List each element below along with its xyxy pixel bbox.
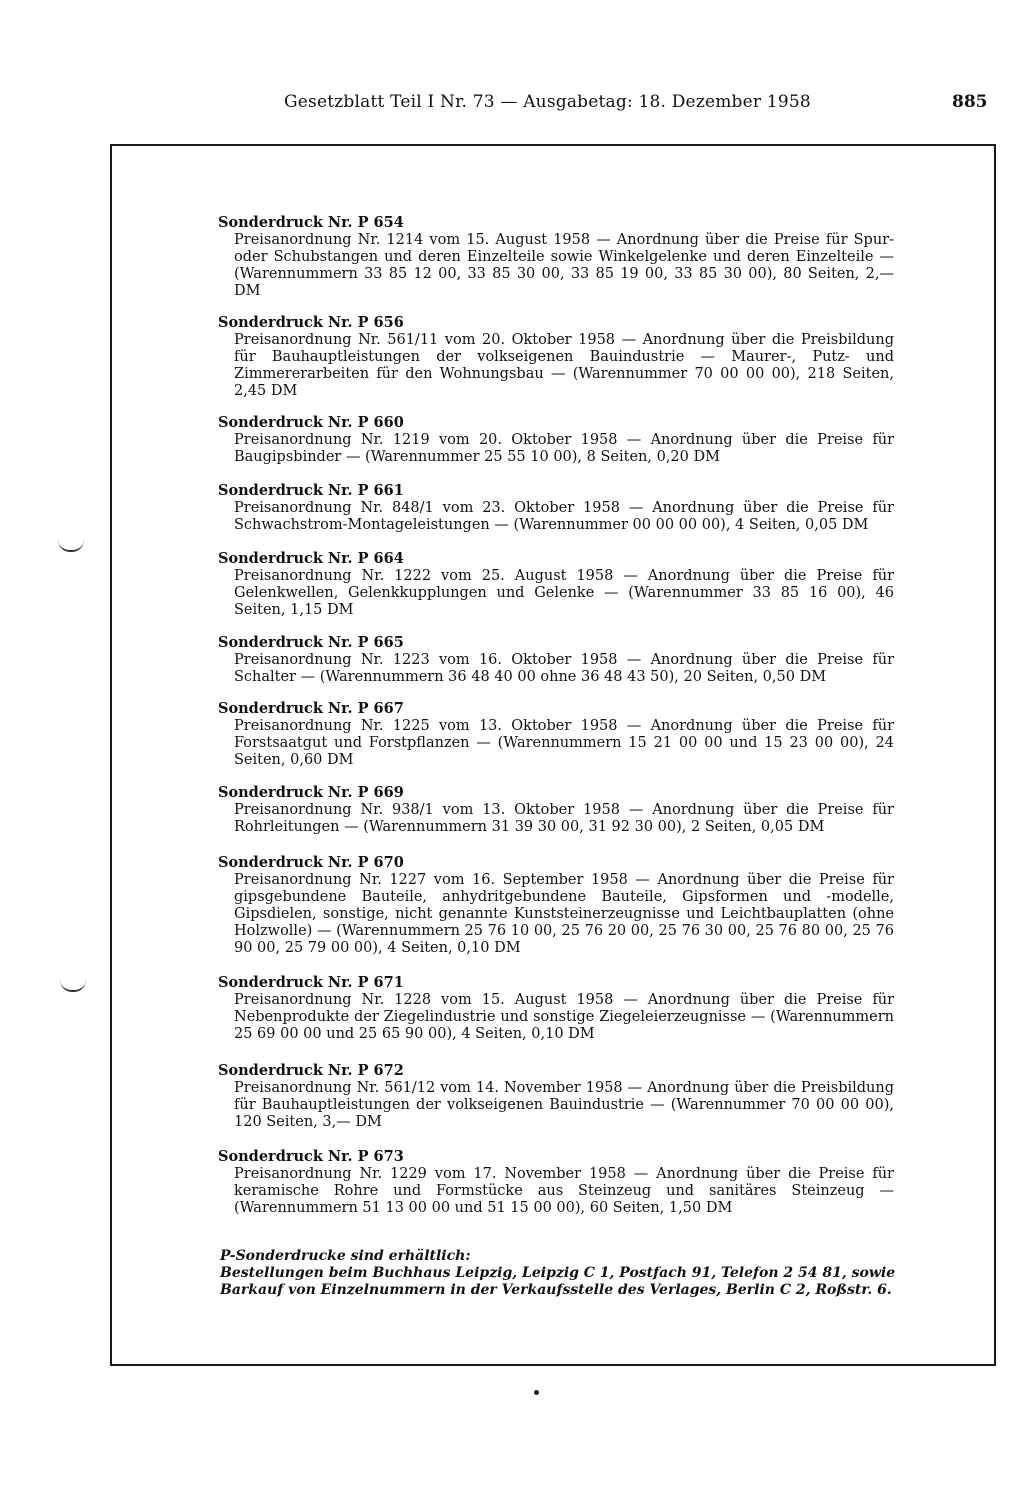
- entry-title: Sonderdruck Nr. P 654: [218, 214, 404, 231]
- entry-body: Preisanordnung Nr. 1214 vom 15. August 1958 — Anordnung über die Preise für Spur- oder Schubstangen und deren Einzelteile sowie Winkelgelenke und deren Einzelteile — (Warennummern 33 85 12 00, 33 85 30 00, 33 85 19 00, 33 85 30 00), 80 Seiten, 2,— DM: [234, 232, 894, 299]
- entry-title: Sonderdruck Nr. P 656: [218, 314, 404, 331]
- entry-body: Preisanordnung Nr. 561/11 vom 20. Oktober 1958 — Anordnung über die Preisbildung für Bauhauptleistungen der volkseigenen Bauindustrie — Maurer-, Putz- und Zimmererarbeiten für den Wohnungsbau — (Warennummer 70 00 00 00), 218 Seiten, 2,45 DM: [234, 332, 894, 399]
- entry-title: Sonderdruck Nr. P 665: [218, 634, 404, 651]
- entry-body: Preisanordnung Nr. 1228 vom 15. August 1958 — Anordnung über die Preise für Nebenprodukte der Ziegelindustrie und sonstige Ziegeleierzeugnisse — (Warennummern 25 69 00 00 und 25 65 90 00), 4 Seiten, 0,10 DM: [234, 992, 894, 1042]
- entry-body: Preisanordnung Nr. 1225 vom 13. Oktober 1958 — Anordnung über die Preise für Forstsaatgut und Forstpflanzen — (Warennummern 15 21 00 00 und 15 23 00 00), 24 Seiten, 0,60 DM: [234, 718, 894, 768]
- page-number: 885: [952, 92, 988, 112]
- page-header: Gesetzblatt Teil I Nr. 73 — Ausgabetag: 18. Dezember 1958: [284, 92, 811, 112]
- margin-mark: [60, 980, 86, 992]
- entry-body: Preisanordnung Nr. 938/1 vom 13. Oktober 1958 — Anordnung über die Preise für Rohrleitungen — (Warennummern 31 39 30 00, 31 92 30 00), 2 Seiten, 0,05 DM: [234, 802, 894, 835]
- list-item: [218, 482, 894, 534]
- entry-title: Sonderdruck Nr. P 670: [218, 854, 404, 871]
- list-item: [218, 784, 894, 836]
- entry-body: Preisanordnung Nr. 1223 vom 16. Oktober 1958 — Anordnung über die Preise für Schalter — (Warennummern 36 48 40 00 ohne 36 48 43 50), 20 Seiten, 0,50 DM: [234, 652, 894, 685]
- list-item: [218, 1148, 894, 1217]
- ordering-text: Bestellungen beim Buchhaus Leipzig, Leipzig C 1, Postfach 91, Telefon 2 54 81, sowie Barkauf von Einzelnummern in der Verkaufsstelle des Verlages, Berlin C 2, Roßstr. 6.: [220, 1265, 896, 1298]
- list-item: [218, 214, 894, 300]
- entry-title: Sonderdruck Nr. P 660: [218, 414, 404, 431]
- entry-title: Sonderdruck Nr. P 667: [218, 700, 404, 717]
- entry-title: Sonderdruck Nr. P 669: [218, 784, 404, 801]
- page-dot: [534, 1390, 539, 1395]
- list-item: [218, 700, 894, 769]
- entry-body: Preisanordnung Nr. 1219 vom 20. Oktober 1958 — Anordnung über die Preise für Baugipsbinder — (Warennummer 25 55 10 00), 8 Seiten, 0,20 DM: [234, 432, 894, 465]
- entry-title: Sonderdruck Nr. P 672: [218, 1062, 404, 1079]
- entry-title: Sonderdruck Nr. P 673: [218, 1148, 404, 1165]
- ordering-heading: P-Sonderdrucke sind erhältlich:: [220, 1248, 471, 1264]
- list-item: [218, 550, 894, 619]
- list-item: [218, 634, 894, 686]
- list-item: [218, 314, 894, 400]
- list-item: [218, 414, 894, 466]
- entry-body: Preisanordnung Nr. 848/1 vom 23. Oktober 1958 — Anordnung über die Preise für Schwachstrom-Montageleistungen — (Warennummer 00 00 00 00), 4 Seiten, 0,05 DM: [234, 500, 894, 533]
- list-item: [218, 854, 894, 957]
- entry-title: Sonderdruck Nr. P 671: [218, 974, 404, 991]
- margin-mark: [58, 540, 84, 552]
- entry-title: Sonderdruck Nr. P 661: [218, 482, 404, 499]
- entry-body: Preisanordnung Nr. 1227 vom 16. September 1958 — Anordnung über die Preise für gipsgebundene Bauteile, anhydritgebundene Bauteile, Gipsformen und -modelle, Gipsdielen, sonstige, nicht genannte Kunststeinerzeugnisse und Leichtbauplatten (ohne Holzwolle) — (Warennummern 25 76 10 00, 25 76 20 00, 25 76 30 00, 25 76 80 00, 25 76 90 00, 25 79 00 00), 4 Seiten, 0,10 DM: [234, 872, 894, 956]
- entry-body: Preisanordnung Nr. 1229 vom 17. November 1958 — Anordnung über die Preise für keramische Rohre und Formstücke aus Steinzeug und sanitäres Steinzeug — (Warennummern 51 13 00 00 und 51 15 00 00), 60 Seiten, 1,50 DM: [234, 1166, 894, 1216]
- entry-title: Sonderdruck Nr. P 664: [218, 550, 404, 567]
- list-item: [218, 1062, 894, 1131]
- entry-body: Preisanordnung Nr. 1222 vom 25. August 1958 — Anordnung über die Preise für Gelenkwellen, Gelenkkupplungen und Gelenke — (Warennummer 33 85 16 00), 46 Seiten, 1,15 DM: [234, 568, 894, 618]
- entry-body: Preisanordnung Nr. 561/12 vom 14. November 1958 — Anordnung über die Preisbildung für Bauhauptleistungen der volkseigenen Bauindustrie — (Warennummer 70 00 00 00), 120 Seiten, 3,— DM: [234, 1080, 894, 1130]
- list-item: [218, 974, 894, 1043]
- ordering-note: [220, 1248, 896, 1299]
